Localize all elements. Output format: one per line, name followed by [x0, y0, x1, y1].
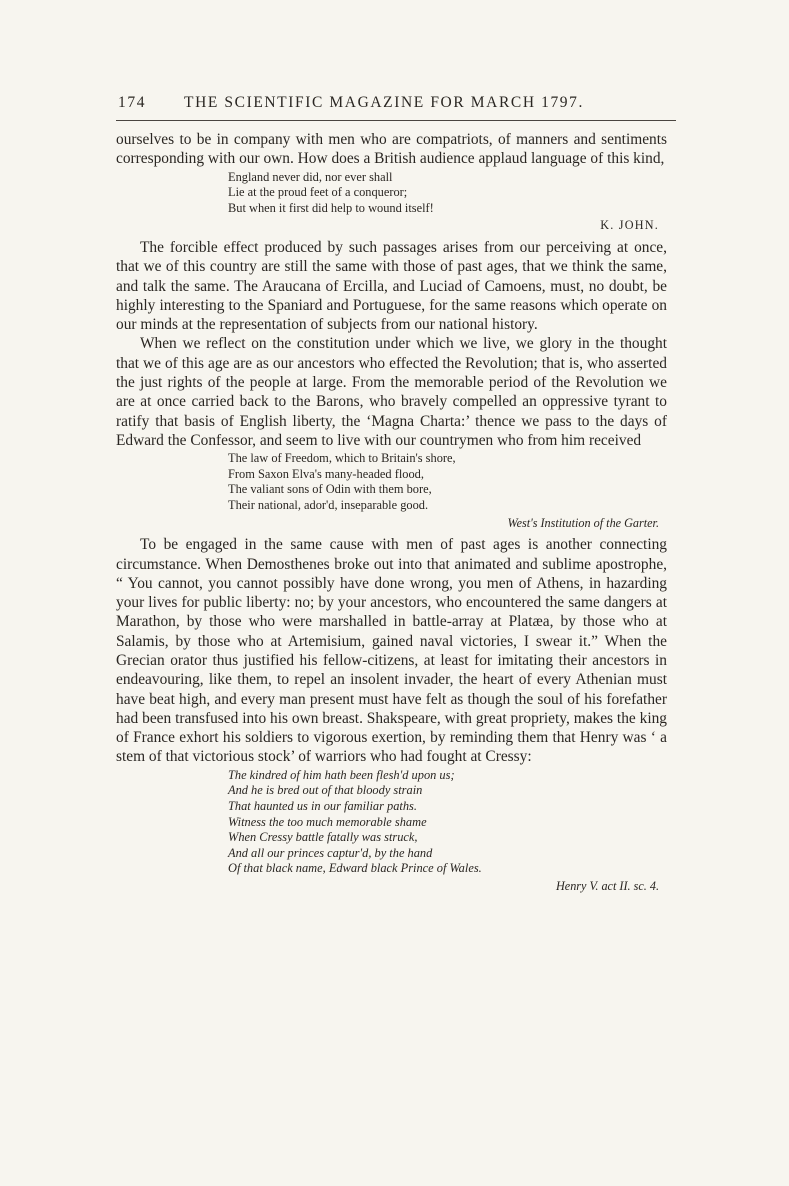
article-body [116, 130, 667, 899]
verse-quote-henry-v [228, 768, 667, 877]
header-rule [116, 120, 676, 121]
paragraph-2: The forcible effect produced by such passages arises from our perceiving at once, that we of this country are still the same with those of past ages, that we think the same, and talk the same. The Araucana of Ercilla, and Luciad of Camoens, must, no doubt, be highly interesting to the Spaniard and Portuguese, for the same reasons which operate on our minds at the representation of subjects from our national history. [116, 238, 667, 334]
verse-citation: K. JOHN. [600, 218, 659, 233]
verse-line: And all our princes captur'd, by the hand [228, 845, 433, 860]
verse-quote-garter [228, 451, 667, 513]
verse-line: England never did, nor ever shall [228, 169, 393, 184]
verse-line: The kindred of him hath been flesh'd upon us; [228, 767, 455, 782]
running-title: THE SCIENTIFIC MAGAZINE FOR MARCH 1797. [184, 94, 584, 111]
verse-line: And he is bred out of that bloody strain [228, 783, 423, 798]
page-number: 174 [118, 94, 147, 111]
paragraph-4: To be engaged in the same cause with men of past ages is another connecting circumstance. When Demosthenes broke out into that animated and sublime apostrophe, “ You cannot, you cannot possibly have done wrong, you men of Athens, in hazarding your lives for public liberty: no; by your ancestors, who encountered the same dangers at Marathon, by those who were marshalled in battle-array at Platæa, by those who at Salamis, by those who at Artemisium, gained naval victories, I swear it.” When the Grecian orator thus justified his fellow-citizens, at least for imitating their ancestors in endeavouring, like them, to repel an insolent invader, the heart of every Athenian must have beat high, and every man present must have felt as though the soul of his forefather had been transfused into his own breast. Shakspeare, with great propriety, makes the king of France exhort his soldiers to vigorous exertion, by reminding them that Henry was ‘ a stem of that victorious stock’ of warriors who had fought at Cressy: [116, 536, 667, 766]
paragraph-1: ourselves to be in company with men who are compatriots, of manners and sentiments corresponding with our own. How does a British audience applaud language of this kind, [116, 131, 667, 168]
verse-citation: Henry V. act II. sc. 4. [555, 878, 659, 893]
verse-line: The law of Freedom, which to Britain's shore, [228, 451, 456, 466]
verse-line: But when it first did help to wound itself! [228, 200, 434, 215]
verse-line: When Cressy battle fatally was struck, [228, 830, 418, 845]
verse-line: The valiant sons of Odin with them bore, [228, 482, 432, 497]
paragraph-3: When we reflect on the constitution under which we live, we glory in the thought that we of this age are as our ancestors who effected the Revolution; that is, who asserted the just rights of the people at large. From the memorable period of the Revolution we are at once carried back to the Barons, who bravely compelled an oppressive tyrant to ratify that basis of English liberty, the ‘Magna Charta:’ thence we pass to the days of Edward the Confessor, and seem to live with our countrymen who from him received [116, 335, 667, 449]
verse-line: Lie at the proud feet of a conqueror; [228, 185, 408, 200]
verse-citation: West's Institution of the Garter. [507, 515, 659, 530]
verse-line: Of that black name, Edward black Prince of Wales. [228, 861, 482, 876]
verse-line: That haunted us in our familiar paths. [228, 798, 417, 813]
verse-quote-king-john [228, 170, 667, 217]
verse-line: Witness the too much memorable shame [228, 814, 427, 829]
verse-line: From Saxon Elva's many-headed flood, [228, 466, 424, 481]
verse-line: Their national, ador'd, inseparable good. [228, 498, 429, 513]
